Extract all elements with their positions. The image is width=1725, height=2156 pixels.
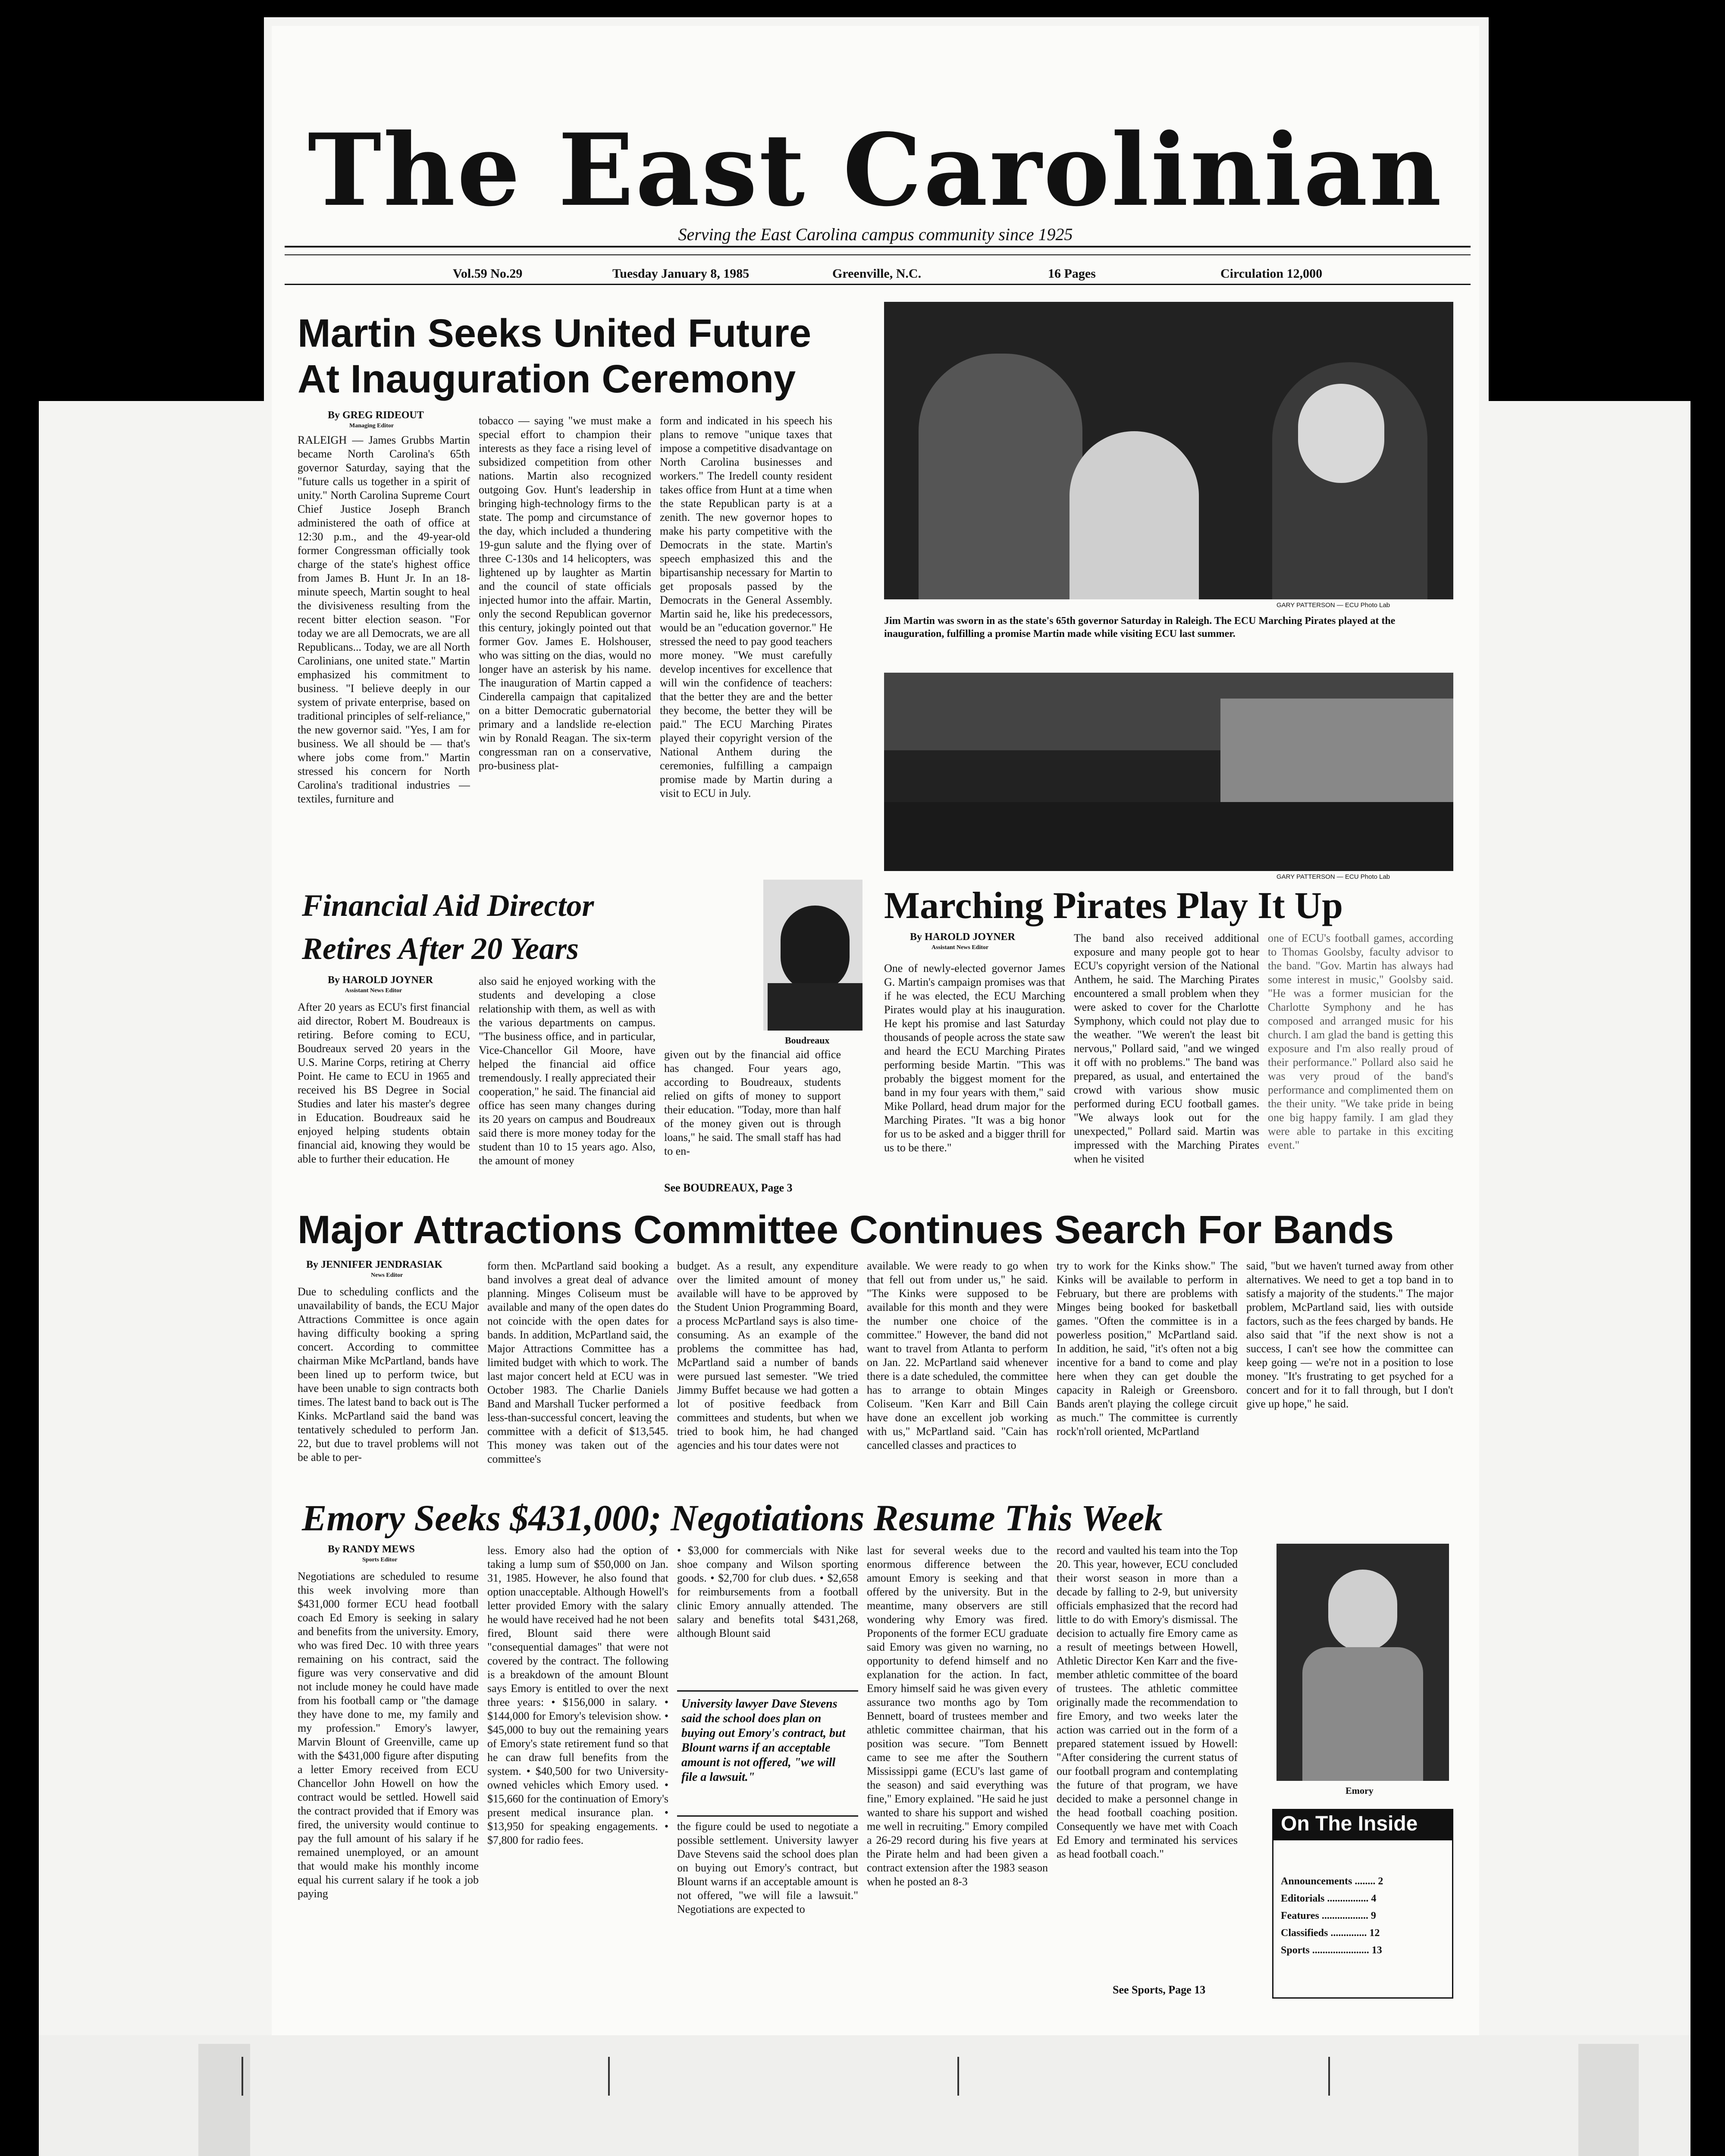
story3-headline: Marching Pirates Play It Up: [884, 885, 1343, 927]
story1-column: tobacco — saying "we must make a special effort to champion their interests as they face a rising level of subsidized competition from other nations. Martin also recognized outgoing Gov. Hunt's leadership in bringing high-technology firms to the state. The pomp and circumstance of the day, which included a thundering 19-gun salute and the flying over of three C-130s and 14 helicopters, was lightened up by laughter as Martin and the council of state officials injected humor into the affair. Martin, only the second Republican governor this century, jokingly pointed out that former Gov. James E. Holshouser, who was sitting on the dias, would no longer have an asterisk by his name. The inauguration of Martin capped a Cinderella campaign that capitalized on a bitter Democratic gubernatorial primary and a landslide re-election win by Ronald Reagan. The six-term congressman ran on a conservative, pro-business plat-: [479, 414, 651, 772]
circulation: Circulation 12,000: [1220, 266, 1323, 281]
story4-byline-title: News Editor: [371, 1272, 403, 1279]
inside-item-name: Announcements: [1281, 1876, 1352, 1887]
story4-column: Due to scheduling conflicts and the unavailability of bands, the ECU Major Attractions Committee is once again having difficulty booking a spring concert. According to committee chairman Mike McPartland, bands have been lined up to perform twice, but have been unable to sign contracts both times. The latest band to back out is The Kinks. McPartland said the band was tentatively scheduled to perform Jan. 22, but due to travel problems will not be able to per-: [298, 1285, 479, 1463]
issue-city: Greenville, N.C.: [832, 266, 922, 281]
emory-photo-label: Emory: [1346, 1785, 1374, 1796]
arrow-up-icon: [1328, 2057, 1330, 2096]
inside-item-page: 9: [1371, 1910, 1376, 1921]
story5-headline: Emory Seeks $431,000; Negotiations Resume This Week: [302, 1497, 1163, 1539]
story4-column: form then. McPartland said booking a band involves a great deal of advance planning. Minges Coliseum must be available and many of the open dates do not coincide with the open dates for bands. In addition, McPartland said, the Major Attractions Committee has a limited budget with which to work. The last major concert held at ECU was in October 1983. The Charlie Daniels Band and Marshall Tucker performed a less-than-successful concert, leaving the committee with a deficit of $13,545. This money was taken out of the committee's: [487, 1260, 668, 1465]
masthead-tagline: Serving the East Carolina campus community since 1925: [678, 225, 1073, 244]
story3-byline-title: Assistant News Editor: [932, 944, 989, 951]
inside-index-title: On The Inside: [1281, 1812, 1418, 1835]
pullquote: University lawyer Dave Stevens said the school does plan on buying out Emory's contract, but Blount warns if an acceptable amount is not offered, "we will file a lawsuit.": [681, 1697, 846, 1784]
story2-headline-line: Retires After 20 Years: [302, 931, 579, 966]
photo-caption: Jim Martin was sworn in as the state's 65th governor Saturday in Raleigh. The ECU Marching Pirates played at the inauguration, fulfilling a promise Martin made while visiting ECU last summer.: [884, 615, 1396, 639]
inside-item-name: Sports: [1281, 1945, 1310, 1956]
marching-band-photo: [884, 673, 1453, 871]
story2-column: also said he enjoyed working with the students and developing a close relationship with them, as well as with the various departments on campus. "The business office, and in particular, Vice-Chancellor Gil Moore, have helped the financial aid office tremendously. I really appreciated their cooperation," he said. The financial aid office has seen many changes during its 20 years on campus and Boudreaux said there is more money today for the student than 10 to 15 years ago. Also, the amount of money: [479, 975, 656, 1167]
newspaper-page: [272, 26, 1479, 2035]
story1-headline: [298, 310, 811, 402]
story2-jump-link[interactable]: See BOUDREAUX, Page 3: [664, 1181, 793, 1194]
story5-jump-link[interactable]: See Sports, Page 13: [1113, 1984, 1206, 1996]
story5-column: record and vaulted his team into the Top 20. This year, however, ECU concluded their worst season in more than a decade by falling to 2-9, but university officials emphasized that the record had little to do with Emory's dismissal. The decision to actually fire Emory came as a result of meetings between Howell, Athletic Director Ken Karr and the five-member athletic committee of the board of trustees. The athletic committee originally made the recommendation to fire Emory, and two weeks later the action was carried out in the form of a prepared statement issued by Howell: "After considering the current status of our football program and contemplating the future of that program, we have decided to make a personnel change in the head football coaching position. Consequently we have met with Coach Ed Emory and terminated his services as head football coach.": [1057, 1544, 1238, 1860]
story4-headline: Major Attractions Committee Continues Search For Bands: [298, 1208, 1394, 1252]
story4-column: said, "but we haven't turned away from other alternatives. We need to get a top band in to satisfy a majority of the students." The major problem, McPartland said, lies with outside factors, such as the fees charged by bands. He also said that "if the next show is not a success, I can't see how the committee can keep going — we're not in a position to lose money. "It's frustrating to get psyched for a concert and for it to fall through, but I don't give up hope," he said.: [1246, 1260, 1453, 1410]
inside-index-item[interactable]: Features .................. 9: [1281, 1910, 1376, 1921]
volume-number: Vol.59 No.29: [453, 266, 523, 281]
story1-column: form and indicated in his speech his plans to remove "unique taxes that impose a competitive disadvantage on North Carolina businesses and workers." The Iredell county resident takes office from Hunt at a time when the state Republican party is at a zenith. The new governor hopes to make his party competitive with the Democrats in the state. Martin's speech emphasized this and the bipartisanship necessary for Martin to get proposals passed by the Democrats in the General Assembly. Martin said he, like his predecessors, would be an "education governor." He stressed the need to pay good teachers more money. "We must carefully develop incentives for excellence that will win the confidence of teachers: that the better they are and the better they become, the better they will be paid." The ECU Marching Pirates played their copyright version of the National Anthem during the ceremonies, fulfilling a campaign promise made by Martin during a visit to ECU in July.: [660, 414, 832, 799]
story3-column: One of newly-elected governor James G. Martin's campaign promises was that if he was elected, the ECU Marching Pirates would play at his inauguration. He kept his promise and last Saturday thousands of people across the state saw and heard the ECU Marching Pirates performing beside Martin. "This was probably the biggest moment for the band in my four years with them," said Mike Pollard, head drum major for the Marching Pirates. "It was a big honor for us to be asked and a bigger thrill for us to be there.": [884, 962, 1065, 1154]
inside-item-page: 2: [1378, 1876, 1383, 1887]
boudreaux-photo-label: Boudreaux: [785, 1035, 830, 1046]
issue-date: Tuesday January 8, 1985: [612, 266, 750, 281]
story4-column: available. We were ready to go when that fell out from under us," he said. "The Kinks were supposed to be available for this month and they were the number one choice of the committee." However, the band did not want to travel from Atlanta to perform on Jan. 22. McPartland said whenever there is a date scheduled, the committee has to arrange to obtain Minges Coliseum. "Ken Karr and Bill Cain have done an excellent job working with us," McPartland said. "Cain has cancelled classes and practices to: [867, 1260, 1048, 1451]
story5-byline-title: Sports Editor: [362, 1557, 398, 1563]
story2-column: After 20 years as ECU's first financial aid director, Robert M. Boudreaux is retiring. Before coming to ECU, Boudreaux served 20 years in the U.S. Marine Corps, retiring at Cherry Point. He came to ECU in 1965 and received his BS Degree in Social Studies and later his master's degree in Education. Boudreaux said he enjoyed helping students obtain financial aid, knowing they would be able to further their education. He: [298, 1001, 470, 1165]
scan-bottom-strip: [39, 2035, 1690, 2156]
story4-column: try to work for the Kinks show." The Kinks will be available to perform in February, but there are problems with Minges being booked for basketball games. "Often the committee is in a powerless position," McPartland said. In addition, he said, "it's often not a big incentive for a band to come and play here when they can get double the capacity in Raleigh or Greensboro. Bands aren't playing the college circuit as much." The committee is currently rock'n'roll oriented, McPartland: [1057, 1260, 1238, 1438]
tape-strip: [1578, 2044, 1639, 2156]
inside-item-name: Features: [1281, 1910, 1319, 1921]
story5-column: • $3,000 for commercials with Nike shoe company and Wilson sporting goods. • $2,700 for club dues. • $2,658 for reimbursements from a football clinic Emory annually attended. The salary and benefits total $431,268, although Blount said: [677, 1544, 858, 1639]
inside-item-name: Editorials: [1281, 1893, 1325, 1904]
inauguration-photo: [884, 302, 1453, 599]
story2-byline: By HAROLD JOYNER: [328, 975, 433, 986]
story1-byline: By GREG RIDEOUT: [328, 410, 424, 421]
story5-column: last for several weeks due to the enormous difference between the amount Emory is seeking and that offered by the university. But in the meantime, many observers are still wondering why Emory was fired. Proponents of the former ECU graduate said Emory was given no warning, no opportunity to defend himself and no explanation for the action. In fact, Emory himself said he was given every assurance two months ago by Tom Bennett, board of trustees member and athletic committee chairman, that his position was secure. "Tom Bennett came to see me after the Southern Mississippi game (ECU's last game of the season) and said everything was fine," Emory explained. "He said he just wanted to share his support and wished me well in recruiting." Emory compiled a 26-29 record during his five years at the Pirate helm and had been given a contract extension after the 1983 season when he posted an 8-3: [867, 1544, 1048, 1888]
story2-headline-line: Financial Aid Director: [302, 888, 594, 923]
boudreaux-photo: [763, 880, 862, 1031]
inside-index-item[interactable]: Classifieds .............. 12: [1281, 1927, 1380, 1939]
inside-item-page: 13: [1371, 1945, 1382, 1956]
arrow-up-icon: [242, 2057, 243, 2096]
story1-headline-line: At Inauguration Ceremony: [298, 357, 796, 401]
arrow-up-icon: [957, 2057, 959, 2096]
inside-index-item[interactable]: Sports ...................... 13: [1281, 1945, 1382, 1956]
story5-column: Negotiations are scheduled to resume this week involving more than $431,000 former ECU head football coach Ed Emory is seeking in salary and benefits from the university. Emory, who was fired Dec. 10 with three years remaining on his contract, said the figure was very conservative and did not include money he could have made from his football camp or "the damage they have done to me, my family and my profession." Emory's lawyer, Marvin Blount of Greenville, came up with the $431,000 figure after disputing a letter Emory received from ECU Chancellor John Howell on how the contract would be settled. Howell said the contract provided that if Emory was fired, the university would continue to pay the full amount of his salary if he remained unemployed, or an amount that would make his monthly income equal his current salary if he took a job paying: [298, 1570, 479, 1900]
scan-margin-right: [1475, 401, 1690, 2040]
photo-credit: GARY PATTERSON — ECU Photo Lab: [1276, 873, 1390, 881]
story5-byline: By RANDY MEWS: [328, 1544, 415, 1555]
story1-column: RALEIGH — James Grubbs Martin became North Carolina's 65th governor Saturday, saying that the "future calls us together in a spirit of unity." North Carolina Supreme Court Chief Justice Joseph Branch administered the oath of office at 12:30 p.m., and the 49-year-old former Congressman officially took charge of the state's highest office from James B. Hunt Jr. In an 18-minute speech, Martin sought to heal the divisiveness resulting from the recent bitter election season. "For today we are all Democrats, we are all Republicans... Today, we are all North Carolinians, one united state." Martin emphasized his commitment to business. "I believe deeply in our system of private enterprise, based on traditional principles of self-reliance," the new governor said. "Yes, I am for business. We all should be — that's where jobs come from." Martin stressed his concern for North Carolina's traditional industries — textiles, furniture and: [298, 434, 470, 805]
story1-byline-title: Managing Editor: [349, 423, 394, 429]
story1-headline-line: Martin Seeks United Future: [298, 311, 812, 355]
story4-byline: By JENNIFER JENDRASIAK: [306, 1259, 443, 1270]
pullquote-rule: [677, 1690, 858, 1692]
story5-column: less. Emory also had the option of taking a lump sum of $50,000 on Jan. 31, 1985. However, he also found that option unacceptable. Although Howell's letter provided Emory with the salary he would have received had he not been fired, Blount said there were "consequential damages" that were not covered by the contract. The following is a breakdown of the amount Blount says Emory is entitled to over the next three years: • $156,000 in salary. • $144,000 for Emory's television show. • $45,000 to buy out the remaining years of Emory's state retirement fund so that he can draw full benefits from the system. • $40,500 for two University-owned vehicles which Emory used. • $15,660 for the continuation of Emory's present medical insurance plan. • $13,950 for speaking engagements. • $7,800 for radio fees.: [487, 1544, 668, 1846]
photo-credit: GARY PATTERSON — ECU Photo Lab: [1276, 602, 1390, 609]
story3-column: The band also received additional exposure and many people got to hear ECU's copyright version of the National Anthem, he said. The Marching Pirates encountered a small problem when they were asked to cover for the Charlotte Symphony, which could not play due to the weather. "We weren't the least bit nervous," Pollard said, "and we winged it off with no problems." The band was prepared, as usual, and entertained the crowd with various show music performed during ECU football games. "We always look out for the unexpected," Pollard said. Martin was impressed with the Marching Pirates when he visited: [1074, 932, 1259, 1165]
inside-item-page: 12: [1369, 1927, 1380, 1939]
masthead-title: The East Carolinian: [307, 112, 1443, 229]
story2-headline: [302, 884, 594, 970]
scan-margin-left: [39, 401, 272, 2040]
arrow-up-icon: [608, 2057, 610, 2096]
story2-byline-title: Assistant News Editor: [345, 987, 402, 994]
story2-column: given out by the financial aid office has changed. Four years ago, according to Boudreaux, students relied on gifts of money to support their education. "Today, more than half of the money given out is through loans," he said. The small staff has had to en-: [664, 1048, 841, 1157]
story4-column: budget. As a result, any expenditure over the limited amount of money available will have to be approved by the Student Union Programming Board, a process McPartland says is also time-consuming. As an example of the problems the committee has had, McPartland said a number of bands were pursued last semester. "We tried Jimmy Buffet because we had gotten a lot of positive feedback from committees and students, but when we tried to book him, he had changed agencies and his tour dates were not: [677, 1260, 858, 1451]
inside-index-item[interactable]: Announcements ........ 2: [1281, 1876, 1383, 1887]
pullquote-rule: [677, 1815, 858, 1817]
inside-index-item[interactable]: Editorials ................ 4: [1281, 1893, 1377, 1904]
page-count: 16 Pages: [1048, 266, 1096, 281]
inside-item-page: 4: [1371, 1893, 1377, 1904]
emory-photo: [1276, 1544, 1449, 1781]
story3-column: one of ECU's football games, according to Thomas Goolsby, faculty advisor to the band. "Gov. Martin has always had some interest in music," Goolsby said. "He was a former musician for the Charlotte Symphony and he has composed and arranged music for his church. I am glad the band is getting this exposure and I'm also really proud of their performance." Pollard also said he was very proud of the band's performance and complimented them on the their unity. "We take pride in being one big happy family. I am glad they were able to partake in this exciting event.": [1268, 932, 1453, 1151]
story5-column: the figure could be used to negotiate a possible settlement. University lawyer Dave Stevens said the school does plan on buying out Emory's contract, but Blount warns if an acceptable amount is not offered, "we will file a lawsuit." Negotiations are expected to: [677, 1820, 858, 1915]
folio-rule: [285, 284, 1471, 285]
masthead-rule: [285, 246, 1471, 248]
masthead-rule: [285, 254, 1471, 255]
story3-byline: By HAROLD JOYNER: [910, 931, 1016, 943]
inside-item-name: Classifieds: [1281, 1927, 1328, 1939]
